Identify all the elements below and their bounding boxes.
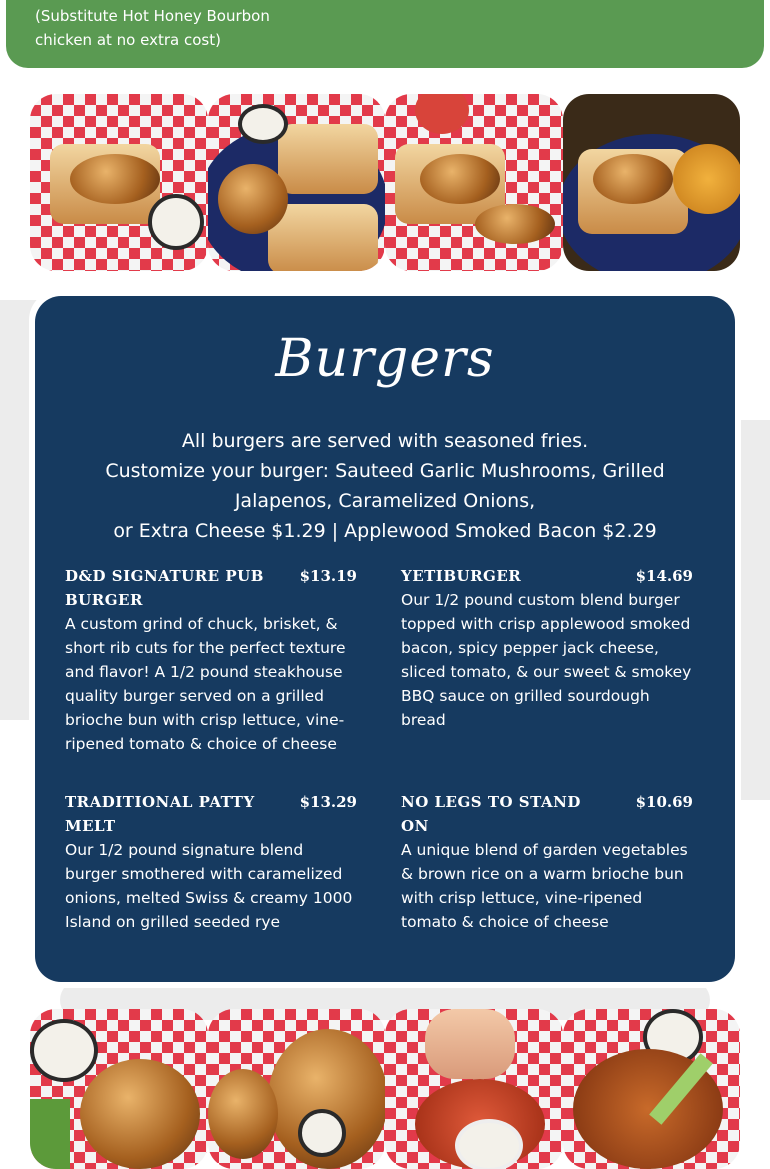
food-photo-traditional-wings	[563, 1009, 741, 1169]
menu-item-description: Our 1/2 pound signature blend burger smothered with caramelized onions, melted Swiss & creamy 1000 Island on grilled seeded rye	[65, 841, 353, 931]
food-photo-wings-basket	[208, 1009, 386, 1169]
menu-item-description: Our 1/2 pound custom blend burger topped with crisp applewood smoked bacon, spicy pepper jack cheese, sliced tomato, & our sweet & smokey BBQ sauce on grilled sourdough bread	[401, 591, 692, 729]
intro-line: Jalapenos, Caramelized Onions,	[234, 490, 536, 512]
food-photo-reuben	[30, 94, 208, 271]
food-photo-steak-sandwich	[563, 94, 741, 271]
food-photo-sandwich-fries	[385, 94, 563, 271]
substitution-note-line: chicken at no extra cost)	[35, 31, 221, 49]
menu-item	[401, 790, 693, 934]
menu-item-price: $10.69	[635, 793, 693, 811]
food-photo-patty-melt	[208, 94, 386, 271]
substitution-note-line: (Substitute Hot Honey Bourbon	[35, 7, 270, 25]
menu-item-name: D&D SIGNATURE PUB BURGER	[65, 567, 264, 609]
intro-line: Customize your burger: Sauteed Garlic Mushrooms, Grilled	[105, 460, 665, 482]
menu-item	[65, 564, 357, 756]
sandwich-photo-row	[30, 94, 740, 271]
menu-item-name: TRADITIONAL PATTY MELT	[65, 793, 255, 835]
menu-item-price: $14.69	[635, 567, 693, 585]
food-photo-boneless-wings	[30, 1009, 208, 1169]
menu-item	[65, 790, 357, 934]
substitution-note	[35, 4, 355, 52]
menu-item-name: NO LEGS TO STAND ON	[401, 793, 581, 835]
wings-photo-row	[30, 1009, 740, 1169]
intro-line: or Extra Cheese $1.29 | Applewood Smoked Bacon $2.29	[113, 520, 657, 542]
menu-item-name: YETIBURGER	[401, 567, 522, 585]
menu-item-price: $13.29	[299, 793, 357, 811]
intro-line: All burgers are served with seasoned fries.	[181, 430, 589, 452]
substitution-banner	[6, 0, 764, 68]
food-photo-dipping-wing	[385, 1009, 563, 1169]
burgers-intro	[55, 426, 715, 546]
menu-item-price: $13.19	[299, 567, 357, 585]
menu-item-description: A custom grind of chuck, brisket, & short rib cuts for the perfect texture and flavor! A 1/2 pound steakhouse quality burger served on a grilled brioche bun with crisp lettuce, vine-ripened tomato & choice of cheese	[65, 615, 346, 753]
burgers-section	[35, 296, 735, 982]
menu-item	[401, 564, 693, 732]
section-title: Burgers	[275, 329, 495, 389]
menu-item-description: A unique blend of garden vegetables & brown rice on a warm brioche bun with crisp lettuce, vine-ripened tomato & choice of cheese	[401, 841, 688, 931]
